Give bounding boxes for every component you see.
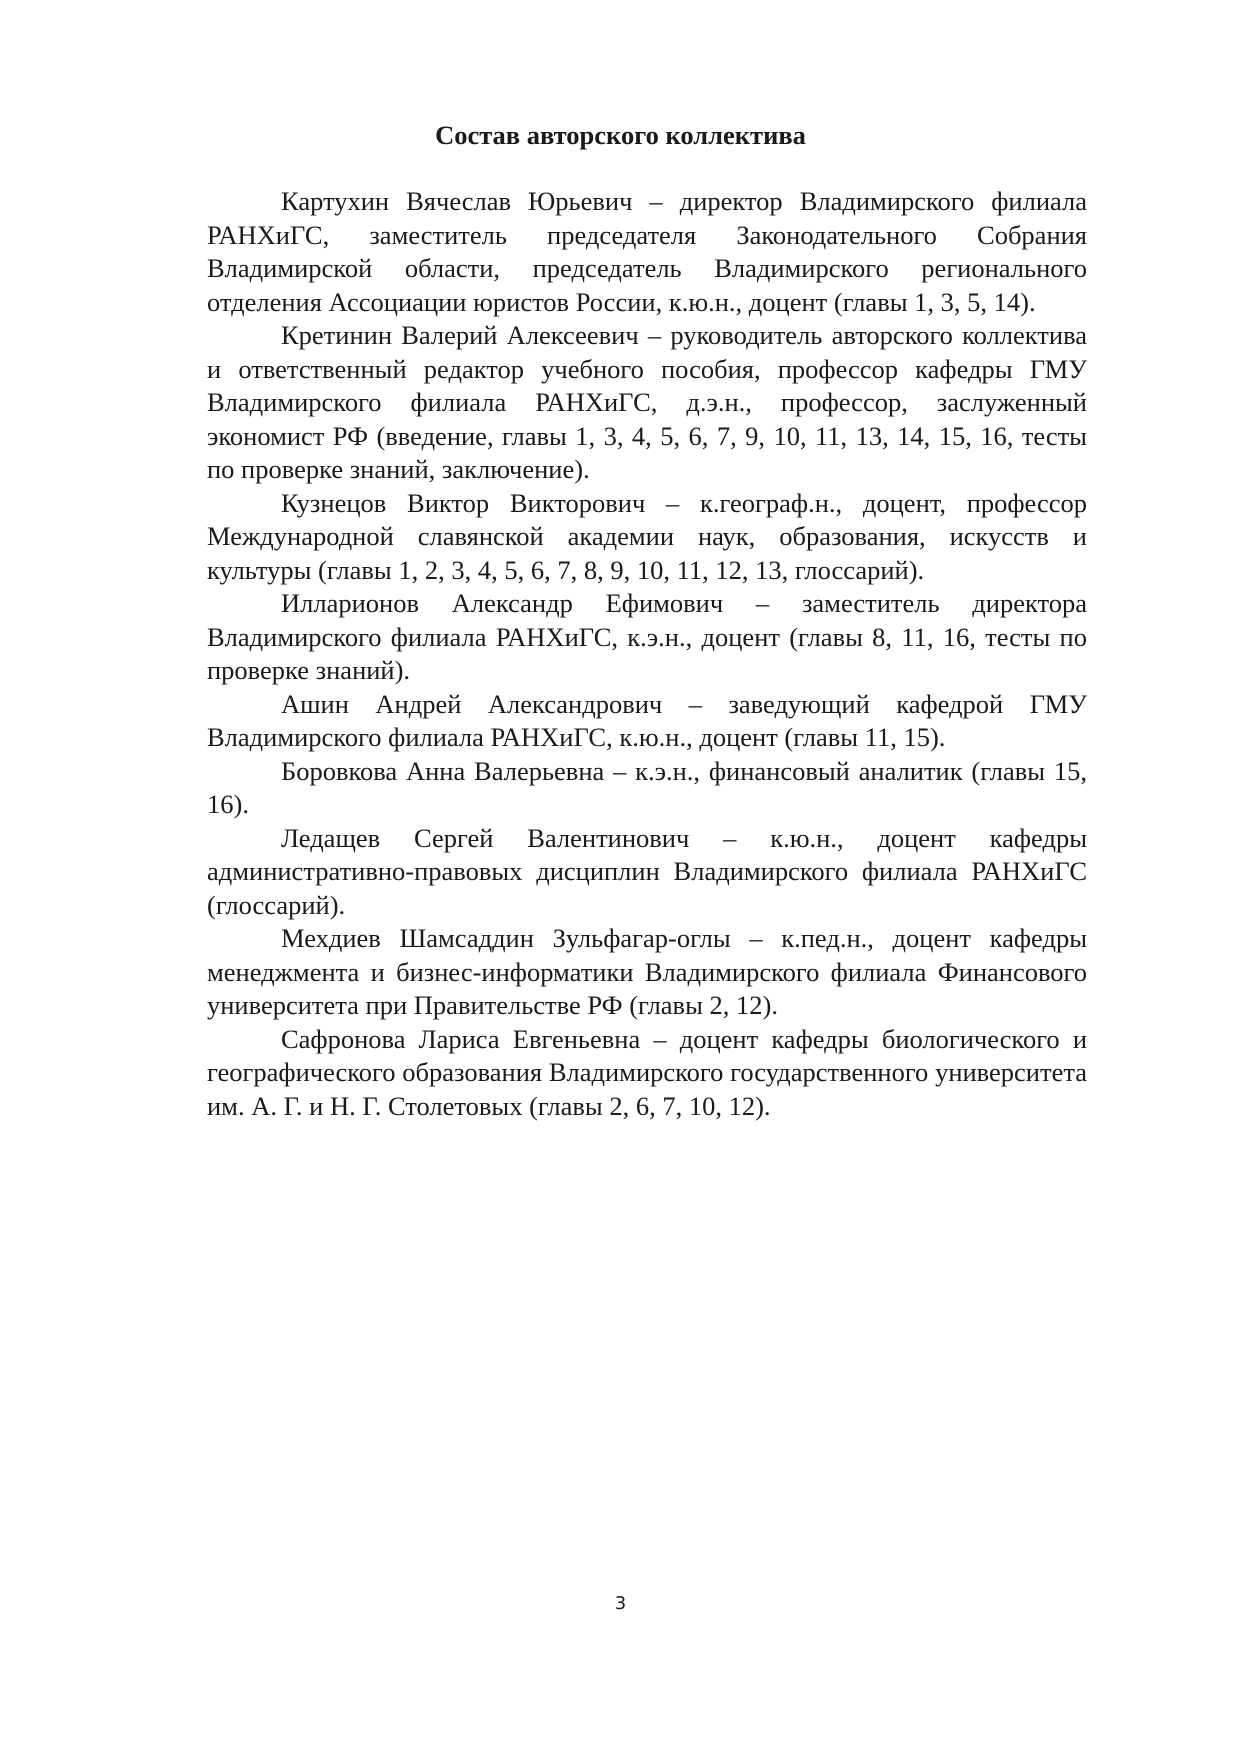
author-list: [207, 185, 1087, 1123]
author-entry: Картухин Вячеслав Юрьевич – директор Владимирского филиала РАНХиГС, заместитель председателя Законодательного Собрания Владимирской области, председатель Владимирского регионального отделения Ассоциации юристов России, к.ю.н., доцент (главы 1, 3, 5, 14).: [207, 186, 1087, 317]
author-entry: Кузнецов Виктор Викторович – к.географ.н., доцент, профессор Международной славянской академии наук, образования, искусств и культуры (главы 1, 2, 3, 4, 5, 6, 7, 8, 9, 10, 11, 12, 13, глоссарий).: [207, 487, 1087, 585]
author-entry: Илларионов Александр Ефимович – заместитель директора Владимирского филиала РАНХиГС, к.э.н., доцент (главы 8, 11, 16, тесты по проверке знаний).: [207, 588, 1087, 685]
author-entry: Боровкова Анна Валерьевна – к.э.н., финансовый аналитик (главы 15, 16).: [207, 755, 1087, 819]
author-entry: Сафронова Лариса Евгеньевна – доцент кафедры биологического и географического образования Владимирского государственного университета им. А. Г. и Н. Г. Столетовых (главы 2, 6, 7, 10, 12).: [207, 1023, 1087, 1121]
author-entry: Кретинин Валерий Алексеевич – руководитель авторского коллектива и ответственный редактор учебного пособия, профессор кафедры ГМУ Владимирского филиала РАНХиГС, д.э.н., профессор, заслуженный экономист РФ (введение, главы 1, 3, 4, 5, 6, 7, 9, 10, 11, 13, 14, 15, 16, тесты по проверке знаний, заключение).: [207, 320, 1087, 484]
author-entry: Мехдиев Шамсаддин Зульфагар-оглы – к.пед.н., доцент кафедры менеджмента и бизнес-информатики Владимирского филиала Финансового университета при Правительстве РФ (главы 2, 12).: [207, 923, 1087, 1020]
page-title: Состав авторского коллектива: [435, 120, 806, 150]
author-entry: Ледащев Сергей Валентинович – к.ю.н., доцент кафедры административно-правовых дисциплин Владимирского филиала РАНХиГС (глоссарий).: [207, 822, 1087, 920]
author-entry: Ашин Андрей Александрович – заведующий кафедрой ГМУ Владимирского филиала РАНХиГС, к.ю.н., доцент (главы 11, 15).: [207, 688, 1087, 752]
page-number: 3: [614, 1593, 627, 1614]
